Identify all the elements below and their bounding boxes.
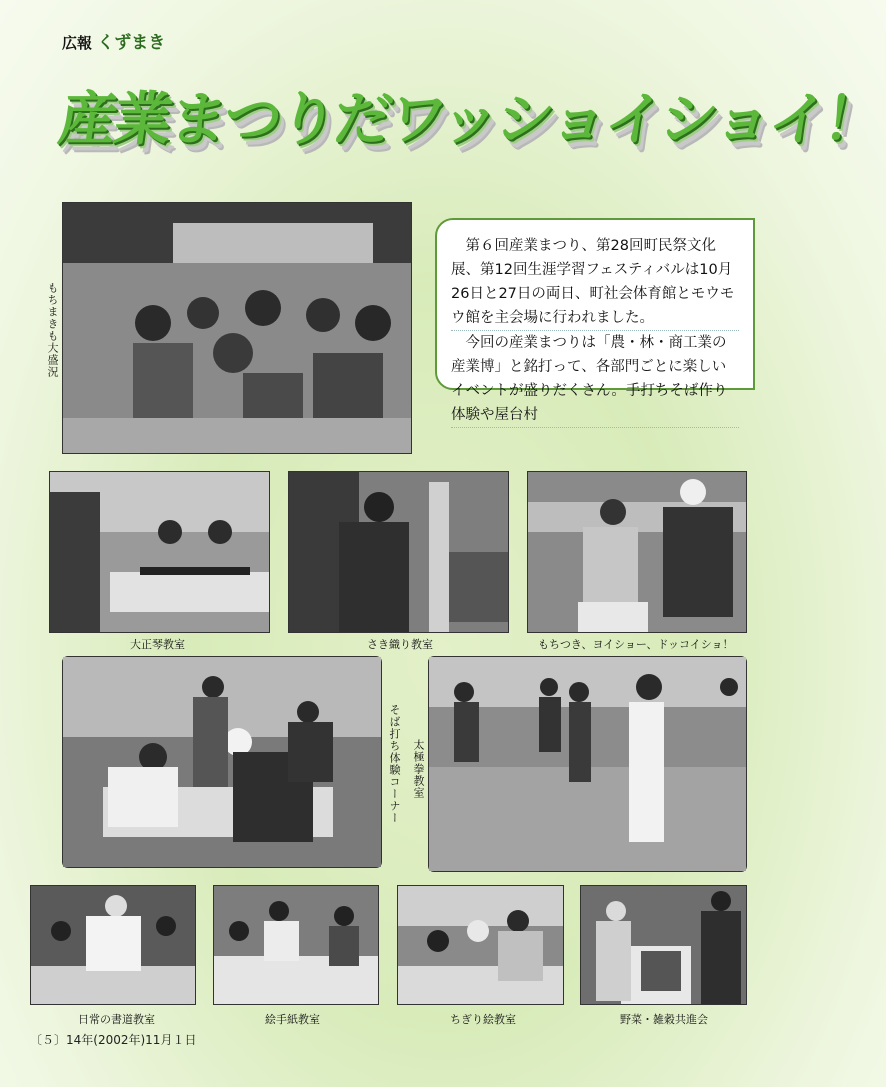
photo-yasai [580, 885, 747, 1005]
caption-etegami: 絵手紙教室 [265, 1013, 320, 1026]
caption-soba: そば打ち体験コーナー [388, 704, 401, 824]
masthead-prefix: 広報 [62, 34, 93, 52]
photo-etegami [213, 885, 379, 1005]
photo-mochimaki [62, 202, 412, 454]
caption-mochitsuki: もちつき、ヨイショー、ドッコイショ！ [538, 638, 734, 651]
photo-chigiri [397, 885, 564, 1005]
caption-yasai: 野菜・雑穀共進会 [620, 1013, 708, 1026]
caption-taikyoku: 太極拳教室 [412, 739, 425, 799]
caption-koto: 大正琴教室 [130, 638, 185, 651]
article-paragraph-1: 第６回産業まつり、第28回町民祭文化展、第12回生涯学習フェスティバルは10月26日と27日の両日、町社会体育館とモウモウ館を主会場に行われました。 [451, 234, 739, 331]
caption-main-photo: もちまきも大盛況 [46, 282, 59, 378]
caption-weaving: さき織り教室 [367, 638, 433, 651]
photo-shodo [30, 885, 196, 1005]
page-title: 産業まつりだワッショイショイ！ [54, 85, 884, 153]
photo-taikyoku [428, 656, 747, 872]
article-text-box [435, 218, 755, 423]
page-footer: 〔５〕14年(2002年)11月１日 [30, 1033, 197, 1047]
article-paragraph-2: 今回の産業まつりは「農・林・商工業の産業博」と銘打って、各部門ごとに楽しいイベントが盛りだくさん。手打ちそば作り体験や屋台村 [451, 331, 739, 428]
photo-mochitsuki [527, 471, 747, 633]
photo-soba [62, 656, 382, 868]
caption-chigiri: ちぎり絵教室 [450, 1013, 516, 1026]
masthead [62, 28, 165, 53]
photo-koto [49, 471, 270, 633]
photo-weaving [288, 471, 509, 633]
masthead-title: くずまき [97, 33, 166, 53]
caption-shodo: 日常の書道教室 [78, 1013, 155, 1026]
